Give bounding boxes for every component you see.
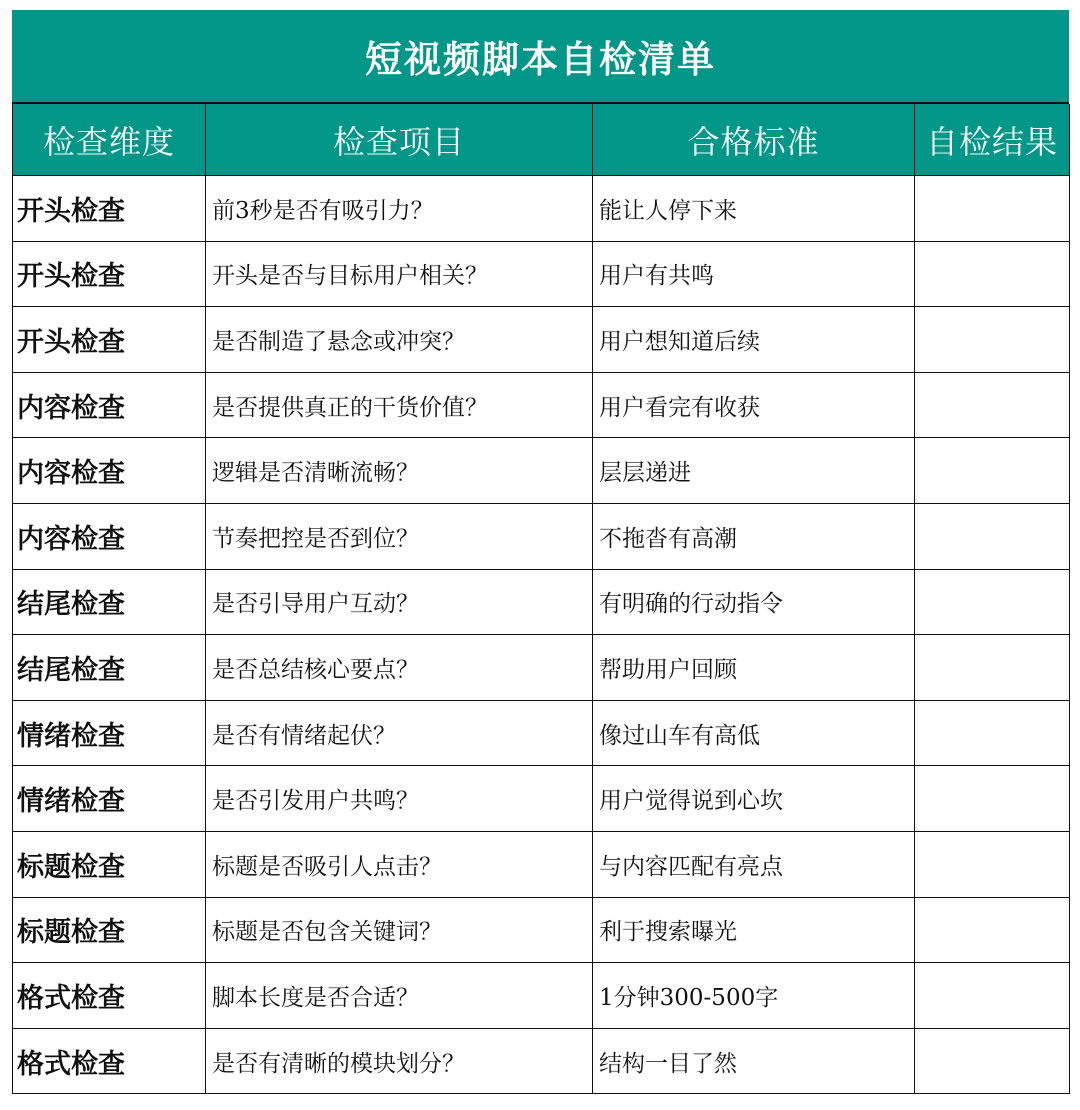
dimension-cell: 结尾检查 — [13, 569, 206, 635]
result-cell[interactable] — [915, 372, 1070, 438]
table-row — [13, 372, 1070, 438]
standard-cell: 用户看完有收获 — [593, 372, 915, 438]
item-cell: 是否有清晰的模块划分？ — [206, 1028, 593, 1094]
result-cell[interactable] — [915, 438, 1070, 504]
result-cell[interactable] — [915, 700, 1070, 766]
dimension-cell: 开头检查 — [13, 241, 206, 307]
standard-cell: 利于搜索曝光 — [593, 897, 915, 963]
item-cell: 是否提供真正的干货价值？ — [206, 372, 593, 438]
table-row — [13, 1028, 1070, 1094]
item-cell: 节奏把控是否到位？ — [206, 503, 593, 569]
result-cell[interactable] — [915, 831, 1070, 897]
dimension-cell: 格式检查 — [13, 963, 206, 1029]
item-cell: 开头是否与目标用户相关？ — [206, 241, 593, 307]
standard-cell: 与内容匹配有亮点 — [593, 831, 915, 897]
item-cell: 是否总结核心要点？ — [206, 635, 593, 701]
result-cell[interactable] — [915, 635, 1070, 701]
table-row — [13, 963, 1070, 1029]
header-standard: 合格标准 — [593, 104, 915, 176]
standard-cell: 有明确的行动指令 — [593, 569, 915, 635]
dimension-cell: 标题检查 — [13, 831, 206, 897]
dimension-cell: 内容检查 — [13, 503, 206, 569]
standard-cell: 用户想知道后续 — [593, 307, 915, 373]
standard-cell: 能让人停下来 — [593, 176, 915, 242]
dimension-cell: 内容检查 — [13, 372, 206, 438]
standard-cell: 层层递进 — [593, 438, 915, 504]
table-row — [13, 241, 1070, 307]
dimension-cell: 格式检查 — [13, 1028, 206, 1094]
result-cell[interactable] — [915, 897, 1070, 963]
dimension-cell: 情绪检查 — [13, 700, 206, 766]
item-cell: 是否引导用户互动？ — [206, 569, 593, 635]
result-cell[interactable] — [915, 307, 1070, 373]
standard-cell: 1分钟300-500字 — [593, 963, 915, 1029]
result-cell[interactable] — [915, 176, 1070, 242]
result-cell[interactable] — [915, 1028, 1070, 1094]
standard-cell: 不拖沓有高潮 — [593, 503, 915, 569]
table-row — [13, 700, 1070, 766]
table-row — [13, 635, 1070, 701]
result-cell[interactable] — [915, 241, 1070, 307]
item-cell: 标题是否包含关键词？ — [206, 897, 593, 963]
dimension-cell: 开头检查 — [13, 176, 206, 242]
standard-cell: 帮助用户回顾 — [593, 635, 915, 701]
item-cell: 标题是否吸引人点击？ — [206, 831, 593, 897]
header-row — [13, 104, 1070, 176]
item-cell: 脚本长度是否合适？ — [206, 963, 593, 1029]
header-item: 检查项目 — [206, 104, 593, 176]
result-cell[interactable] — [915, 963, 1070, 1029]
table-row — [13, 569, 1070, 635]
table-row — [13, 438, 1070, 504]
checklist-sheet — [12, 10, 1069, 1094]
header-result: 自检结果 — [915, 104, 1070, 176]
table-row — [13, 503, 1070, 569]
dimension-cell: 内容检查 — [13, 438, 206, 504]
dimension-cell: 标题检查 — [13, 897, 206, 963]
item-cell: 是否有情绪起伏？ — [206, 700, 593, 766]
result-cell[interactable] — [915, 766, 1070, 832]
item-cell: 是否引发用户共鸣？ — [206, 766, 593, 832]
result-cell[interactable] — [915, 503, 1070, 569]
standard-cell: 用户有共鸣 — [593, 241, 915, 307]
checklist-table — [12, 104, 1070, 1094]
standard-cell: 结构一目了然 — [593, 1028, 915, 1094]
dimension-cell: 结尾检查 — [13, 635, 206, 701]
table-row — [13, 897, 1070, 963]
header-dimension: 检查维度 — [13, 104, 206, 176]
standard-cell: 像过山车有高低 — [593, 700, 915, 766]
result-cell[interactable] — [915, 569, 1070, 635]
table-row — [13, 176, 1070, 242]
item-cell: 是否制造了悬念或冲突？ — [206, 307, 593, 373]
item-cell: 逻辑是否清晰流畅？ — [206, 438, 593, 504]
table-row — [13, 307, 1070, 373]
dimension-cell: 情绪检查 — [13, 766, 206, 832]
table-row — [13, 831, 1070, 897]
item-cell: 前3秒是否有吸引力？ — [206, 176, 593, 242]
table-row — [13, 766, 1070, 832]
dimension-cell: 开头检查 — [13, 307, 206, 373]
sheet-title: 短视频脚本自检清单 — [12, 10, 1069, 104]
standard-cell: 用户觉得说到心坎 — [593, 766, 915, 832]
